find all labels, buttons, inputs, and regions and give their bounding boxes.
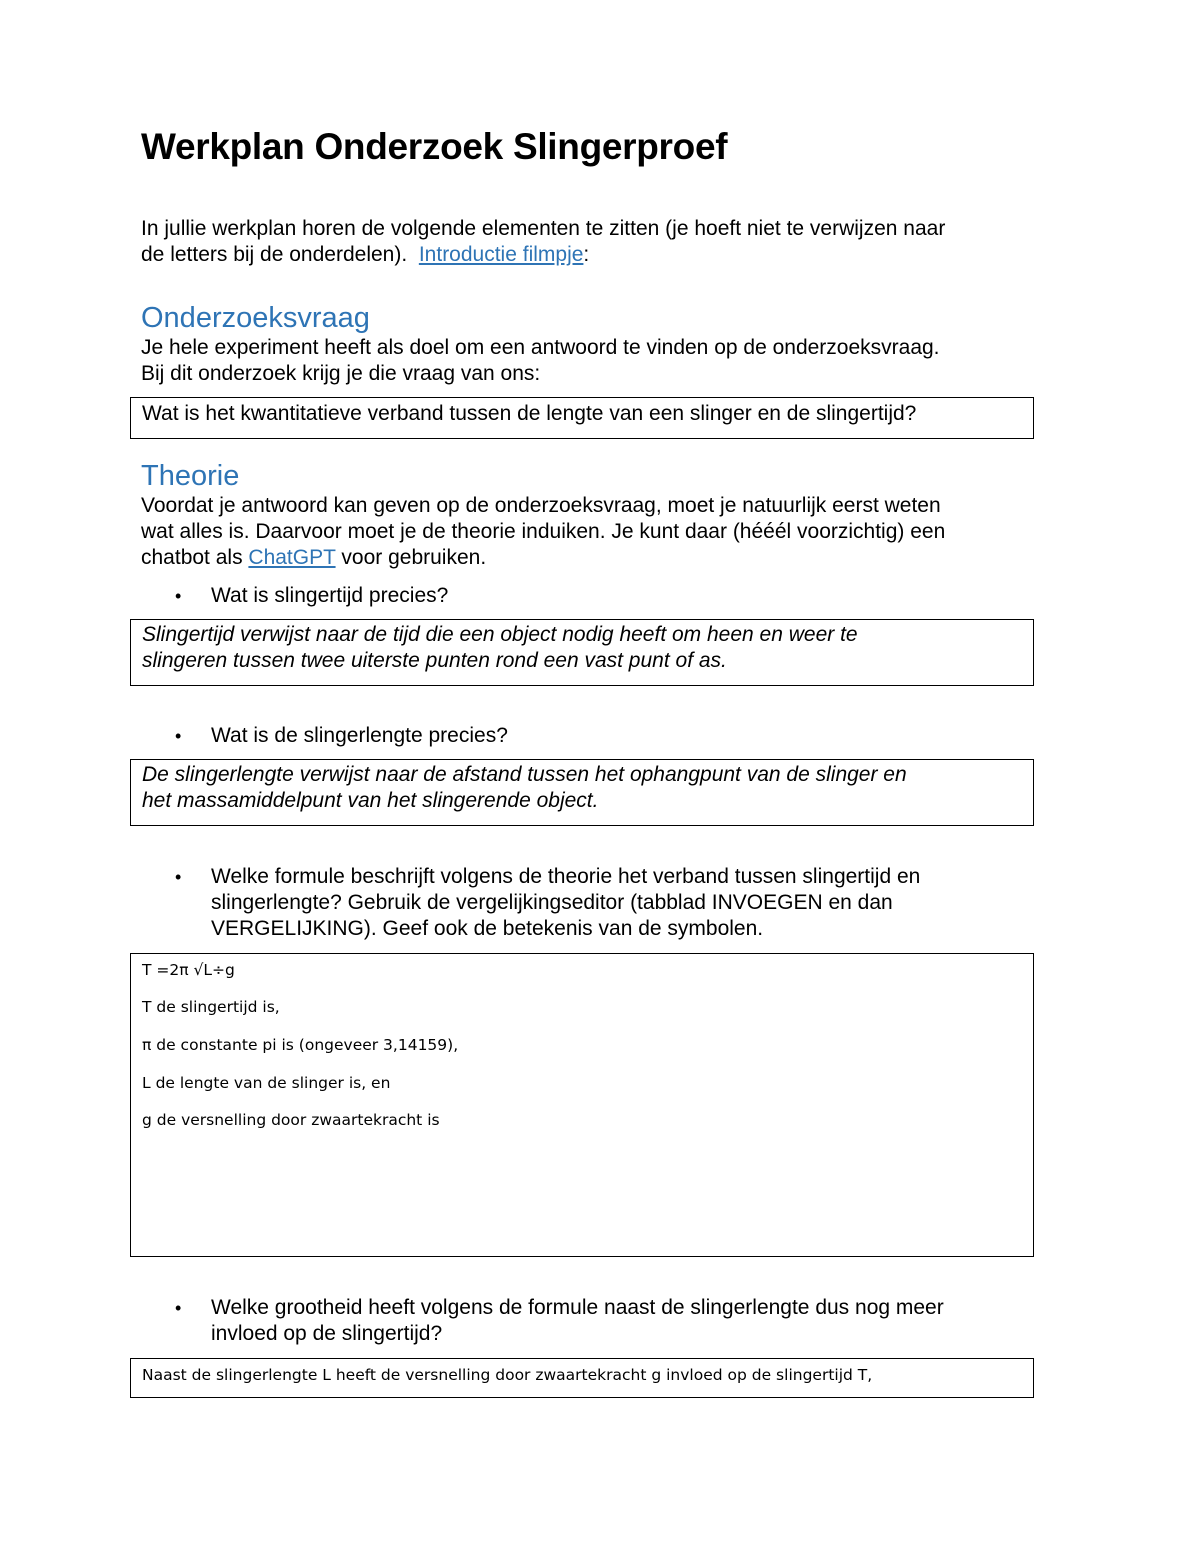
question-4-line-2: invloed op de slingertijd? — [211, 1322, 443, 1345]
symbol-l-line: L de lengte van de slinger is, en — [142, 1074, 391, 1092]
bullet-icon: • — [175, 726, 182, 746]
answer-box-4[interactable] — [130, 1358, 1034, 1398]
research-question-box[interactable] — [130, 397, 1034, 439]
intro-line-2-suffix: : — [583, 243, 590, 266]
chatgpt-link[interactable]: ChatGPT — [248, 546, 336, 569]
question-4-line-1: Welke grootheid heeft volgens de formule naast de slingerlengte dus nog meer — [211, 1296, 944, 1319]
theorie-line-3 — [141, 545, 486, 571]
intro-line-1: In jullie werkplan horen de volgende elementen te zitten (je hoeft niet te verwijzen naar — [141, 217, 946, 240]
question-3-line-3: VERGELIJKING). Geef ook de betekenis van de symbolen. — [211, 917, 764, 940]
bullet-icon: • — [175, 586, 182, 606]
theorie-line-3-text: chatbot als — [141, 546, 249, 569]
theorie-line-2: wat alles is. Daarvoor moet je de theorie induiken. Je kunt daar (hééél voorzichtig) een — [141, 520, 946, 543]
bullet-icon: • — [175, 867, 182, 887]
answer-box-3[interactable] — [130, 953, 1034, 1257]
bullet-icon: • — [175, 1298, 182, 1318]
onderzoeksvraag-line-1: Je hele experiment heeft als doel om een antwoord te vinden op de onderzoeksvraag. — [141, 336, 940, 359]
answer-1-line-1: Slingertijd verwijst naar de tijd die een object nodig heeft om heen en weer te — [142, 623, 858, 646]
document-title: Werkplan Onderzoek Slingerproef — [141, 126, 728, 167]
onderzoeksvraag-line-2: Bij dit onderzoek krijg je die vraag van ons: — [141, 362, 541, 385]
answer-box-1[interactable] — [130, 619, 1034, 686]
answer-4-line-1: Naast de slingerlengte L heeft de versnelling door zwaartekracht g invloed op de slingertijd T, — [142, 1366, 873, 1384]
intro-line-2-text: de letters bij de onderdelen). — [141, 243, 419, 266]
answer-2-line-1: De slingerlengte verwijst naar de afstand tussen het ophangpunt van de slinger en — [142, 763, 907, 786]
heading-theorie: Theorie — [141, 460, 240, 492]
symbol-t-line: T de slingertijd is, — [142, 998, 280, 1016]
answer-2-line-2: het massamiddelpunt van het slingerende object. — [142, 789, 599, 812]
symbol-g-line: g de versnelling door zwaartekracht is — [142, 1111, 440, 1129]
theorie-line-3-suffix: voor gebruiken. — [335, 546, 487, 569]
formula-line: T =2π √L÷g — [142, 961, 235, 979]
question-2-text: Wat is de slingerlengte precies? — [211, 724, 508, 747]
question-3-line-1: Welke formule beschrijft volgens de theorie het verband tussen slingertijd en — [211, 865, 921, 888]
symbol-pi-line: π de constante pi is (ongeveer 3,14159), — [142, 1036, 459, 1054]
research-question-text: Wat is het kwantitatieve verband tussen de lengte van een slinger en de slingertijd? — [142, 402, 917, 425]
heading-onderzoeksvraag: Onderzoeksvraag — [141, 302, 370, 334]
question-1-text: Wat is slingertijd precies? — [211, 584, 449, 607]
answer-box-2[interactable] — [130, 759, 1034, 826]
answer-1-line-2: slingeren tussen twee uiterste punten rond een vast punt of as. — [142, 649, 727, 672]
introductie-filmpje-link[interactable]: Introductie filmpje — [418, 243, 584, 266]
intro-line-2 — [141, 242, 589, 268]
question-3-line-2: slingerlengte? Gebruik de vergelijkingseditor (tabblad INVOEGEN en dan — [211, 891, 893, 914]
theorie-line-1: Voordat je antwoord kan geven op de onderzoeksvraag, moet je natuurlijk eerst weten — [141, 494, 941, 517]
